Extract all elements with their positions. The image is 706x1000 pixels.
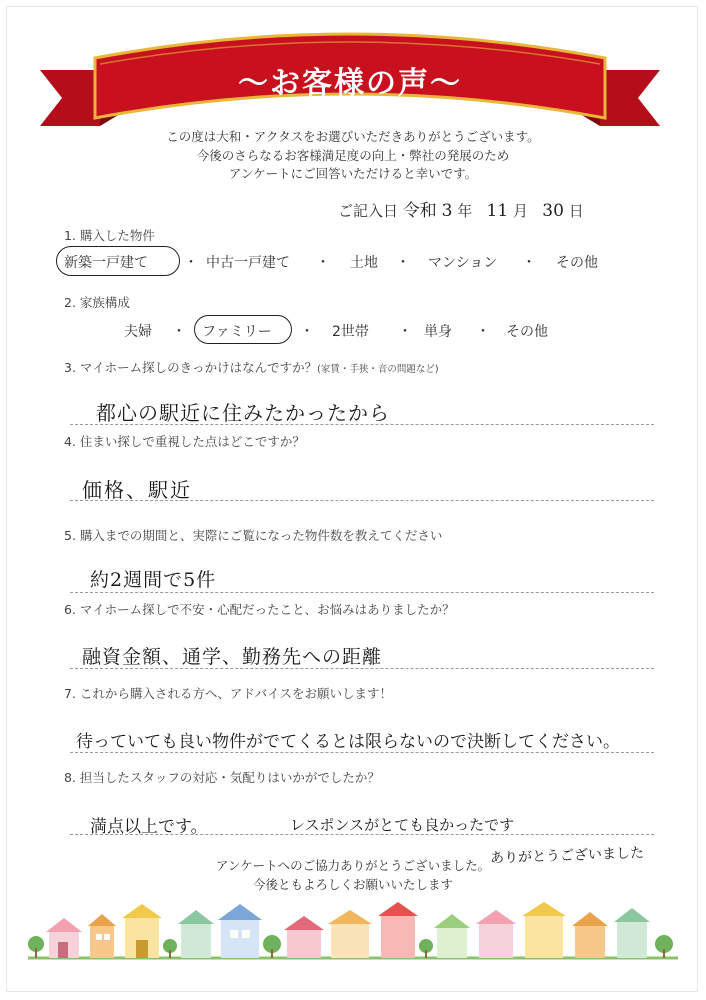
intro-line-3: アンケートにご回答いただけると幸いです。: [228, 166, 478, 181]
date-month: 11: [486, 201, 509, 221]
answer-8b: レスポンスがとても良かったです: [290, 816, 515, 834]
q2-option-two-generation: 2世帯: [332, 324, 369, 340]
houses-illustration: [28, 900, 678, 962]
q1-option-new-house: 新築一戸建て: [64, 255, 148, 271]
question-3-label: [64, 358, 439, 376]
q2-option-couple: 夫婦: [124, 324, 152, 340]
date-era: 令和: [402, 201, 437, 221]
answer-line-4: [70, 500, 654, 501]
answer-7: 待っていても良い物件がでてくるとは限らないので決断してください。: [76, 732, 620, 752]
question-1-label: 1. 購入した物件: [64, 228, 155, 243]
question-2-label: 2. 家族構成: [64, 295, 130, 310]
title-ribbon: [40, 18, 660, 138]
question-4-label: 4. 住まい探しで重視した点はどこですか？: [64, 434, 305, 449]
q2-option-family: ファミリー: [202, 324, 272, 340]
answer-4: 価格、駅近: [82, 478, 192, 502]
answer-line-8: [70, 834, 654, 835]
date-day: 30: [542, 201, 564, 221]
question-3-text: 3. マイホーム探しのきっかけはなんですか？: [64, 360, 318, 375]
answer-3: 都心の駅近に住みたかったから: [96, 401, 390, 425]
entry-date: [338, 196, 584, 221]
handwritten-thanks: ありがとうございました: [489, 845, 645, 867]
answer-line-7: [70, 752, 654, 753]
intro-line-1: この度は大和・アクタスをお選びいただきありがとうございます。: [166, 129, 540, 144]
answer-line-5: [70, 592, 654, 593]
answer-5: 約2週間で5件: [90, 569, 217, 591]
date-month-unit: 月: [512, 202, 528, 220]
answer-8a: 満点以上です。: [90, 817, 208, 837]
question-8-label: 8. 担当したスタッフの対応・気配りはいかがでしたか？: [64, 770, 380, 785]
question-7-label: 7. これから購入される方へ、アドバイスをお願いします！: [64, 686, 393, 701]
footer-line-2: 今後ともよろしくお願いいたします: [252, 877, 453, 892]
q2-option-other: その他: [506, 324, 548, 340]
q2-option-single: 単身: [424, 324, 452, 340]
answer-6: 融資金額、通学、勤務先への距離: [82, 646, 383, 668]
intro-line-2: 今後のさらなるお客様満足度の向上・弊社の発展のため: [196, 148, 510, 163]
q1-option-mansion: マンション: [428, 255, 498, 271]
date-label: ご記入日: [338, 202, 399, 220]
q1-option-used-house: 中古一戸建て: [206, 255, 290, 271]
date-year-unit: 年: [457, 202, 473, 220]
q1-option-other: その他: [556, 255, 598, 271]
house-icon: [28, 902, 673, 958]
question-6-label: 6. マイホーム探しで不安・心配だったこと、お悩みはありましたか？: [64, 602, 455, 617]
date-day-unit: 日: [568, 202, 584, 220]
footer-line-1: アンケートへのご協力ありがとうございました。: [215, 858, 491, 873]
q1-option-land: 土地: [350, 255, 378, 271]
answer-line-3: [70, 424, 654, 425]
page-title: 〜お客様の声〜: [238, 66, 462, 101]
question-3-note: (家賃・手狭・音の問題など): [317, 364, 439, 375]
question-5-label: 5. 購入までの期間と、実際にご覧になった物件数を教えてください: [64, 528, 443, 543]
date-year: 3: [441, 201, 453, 221]
answer-line-6: [70, 668, 654, 669]
